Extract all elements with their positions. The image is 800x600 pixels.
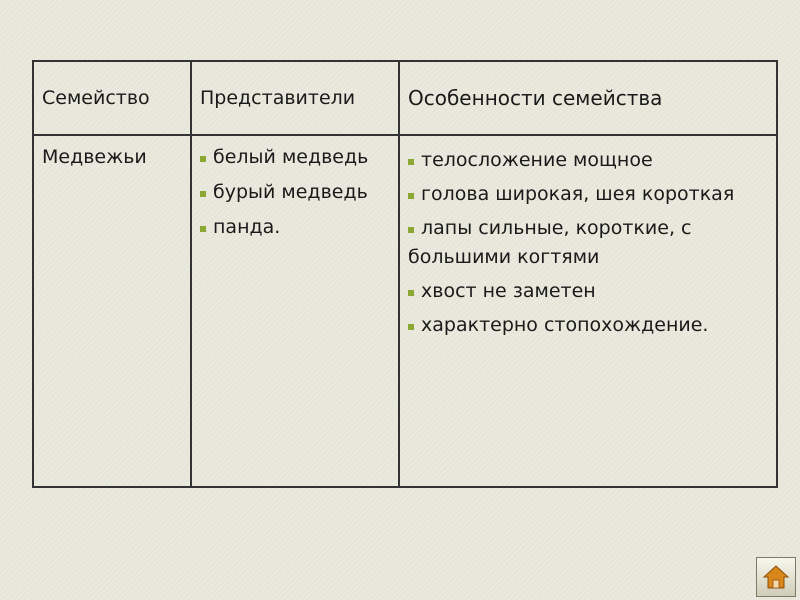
list-item: хвост не заметен xyxy=(408,277,770,306)
table-header-row xyxy=(33,61,777,135)
table-row xyxy=(33,135,777,487)
bullet-icon xyxy=(408,290,414,296)
family-name: Медвежьи xyxy=(42,146,147,168)
features-cell xyxy=(399,135,777,487)
bullet-icon xyxy=(200,226,206,232)
representatives-list xyxy=(192,136,398,241)
family-table xyxy=(32,60,778,488)
bullet-icon xyxy=(408,159,414,165)
home-icon xyxy=(762,563,790,591)
list-item: панда. xyxy=(200,214,392,241)
header-representatives: Представители xyxy=(191,61,399,135)
bullet-icon xyxy=(200,191,206,197)
header-features: Особенности семейства xyxy=(399,61,777,135)
features-list xyxy=(400,136,776,340)
bullet-icon xyxy=(408,324,414,330)
list-item: голова широкая, шея короткая xyxy=(408,180,770,209)
bullet-icon xyxy=(408,227,414,233)
list-item: лапы сильные, короткие, с большими когтями xyxy=(408,217,692,268)
bullet-icon xyxy=(408,193,414,199)
list-item: телосложение мощное xyxy=(408,146,770,175)
list-item: бурый медведь xyxy=(200,179,392,206)
bullet-icon xyxy=(200,156,206,162)
list-item: белый медведь xyxy=(200,144,392,171)
list-item: характерно стопохождение. xyxy=(408,311,770,340)
representatives-cell xyxy=(191,135,399,487)
family-name-cell xyxy=(33,135,191,487)
header-family: Семейство xyxy=(33,61,191,135)
home-button[interactable] xyxy=(756,557,796,597)
